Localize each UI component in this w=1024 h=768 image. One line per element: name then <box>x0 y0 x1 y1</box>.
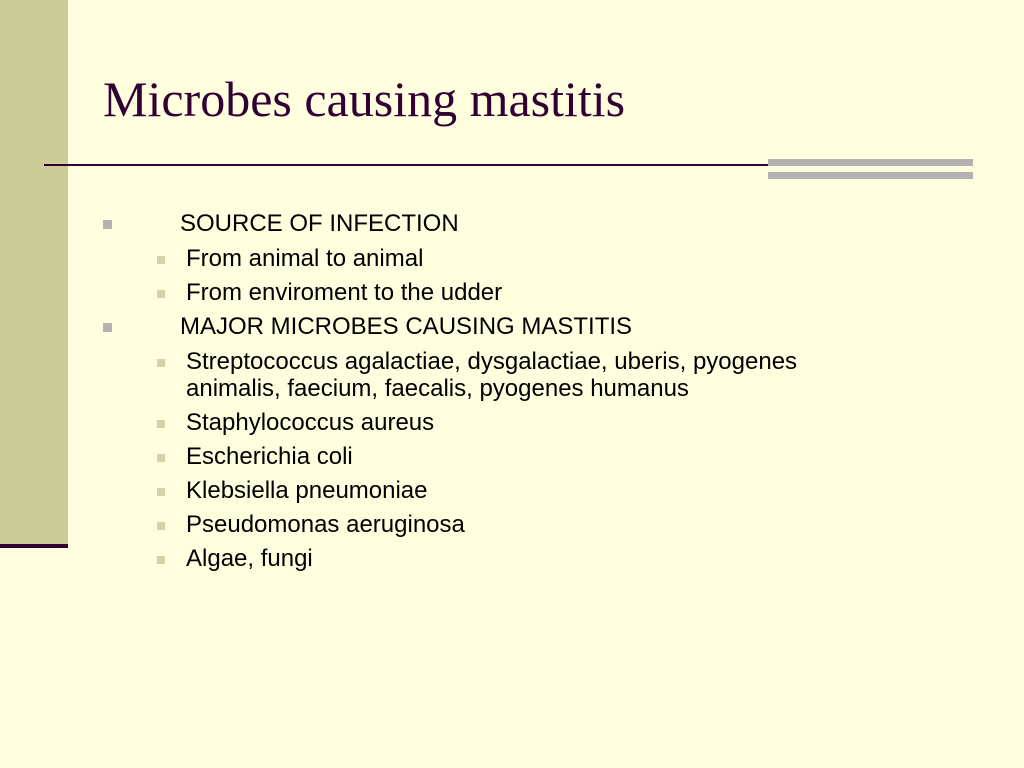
square-bullet-icon <box>157 488 165 496</box>
list-item-text: MAJOR MICROBES CAUSING MASTITIS <box>180 313 633 340</box>
list-item-text: From enviroment to the udder <box>186 279 503 306</box>
list-item-text: Algae, fungi <box>186 545 313 572</box>
list-item-text: Escherichia coli <box>186 443 353 470</box>
list-item-text <box>186 348 797 402</box>
square-bullet-icon <box>103 220 112 229</box>
square-bullet-icon <box>157 256 165 264</box>
list-item-text-line-1: Streptococcus agalactiae, dysgalactiae, uberis, pyogenes <box>186 348 798 375</box>
square-bullet-icon <box>103 323 112 332</box>
list-item-text: From animal to animal <box>186 245 424 272</box>
square-bullet-icon <box>157 522 165 530</box>
square-bullet-icon <box>157 359 165 367</box>
square-bullet-icon <box>157 290 165 298</box>
slide-title: Microbes causing mastitis <box>103 71 626 127</box>
list-item-text: Klebsiella pneumoniae <box>186 477 428 504</box>
square-bullet-icon <box>157 556 165 564</box>
square-bullet-icon <box>157 454 165 462</box>
square-bullet-icon <box>157 420 165 428</box>
list-item-text: Pseudomonas aeruginosa <box>186 511 465 538</box>
list-item-text-line-2: animalis, faecium, faecalis, pyogenes humanus <box>186 375 689 402</box>
list-item-text: Staphylococcus aureus <box>186 409 435 436</box>
list-item-text: SOURCE OF INFECTION <box>180 210 459 237</box>
